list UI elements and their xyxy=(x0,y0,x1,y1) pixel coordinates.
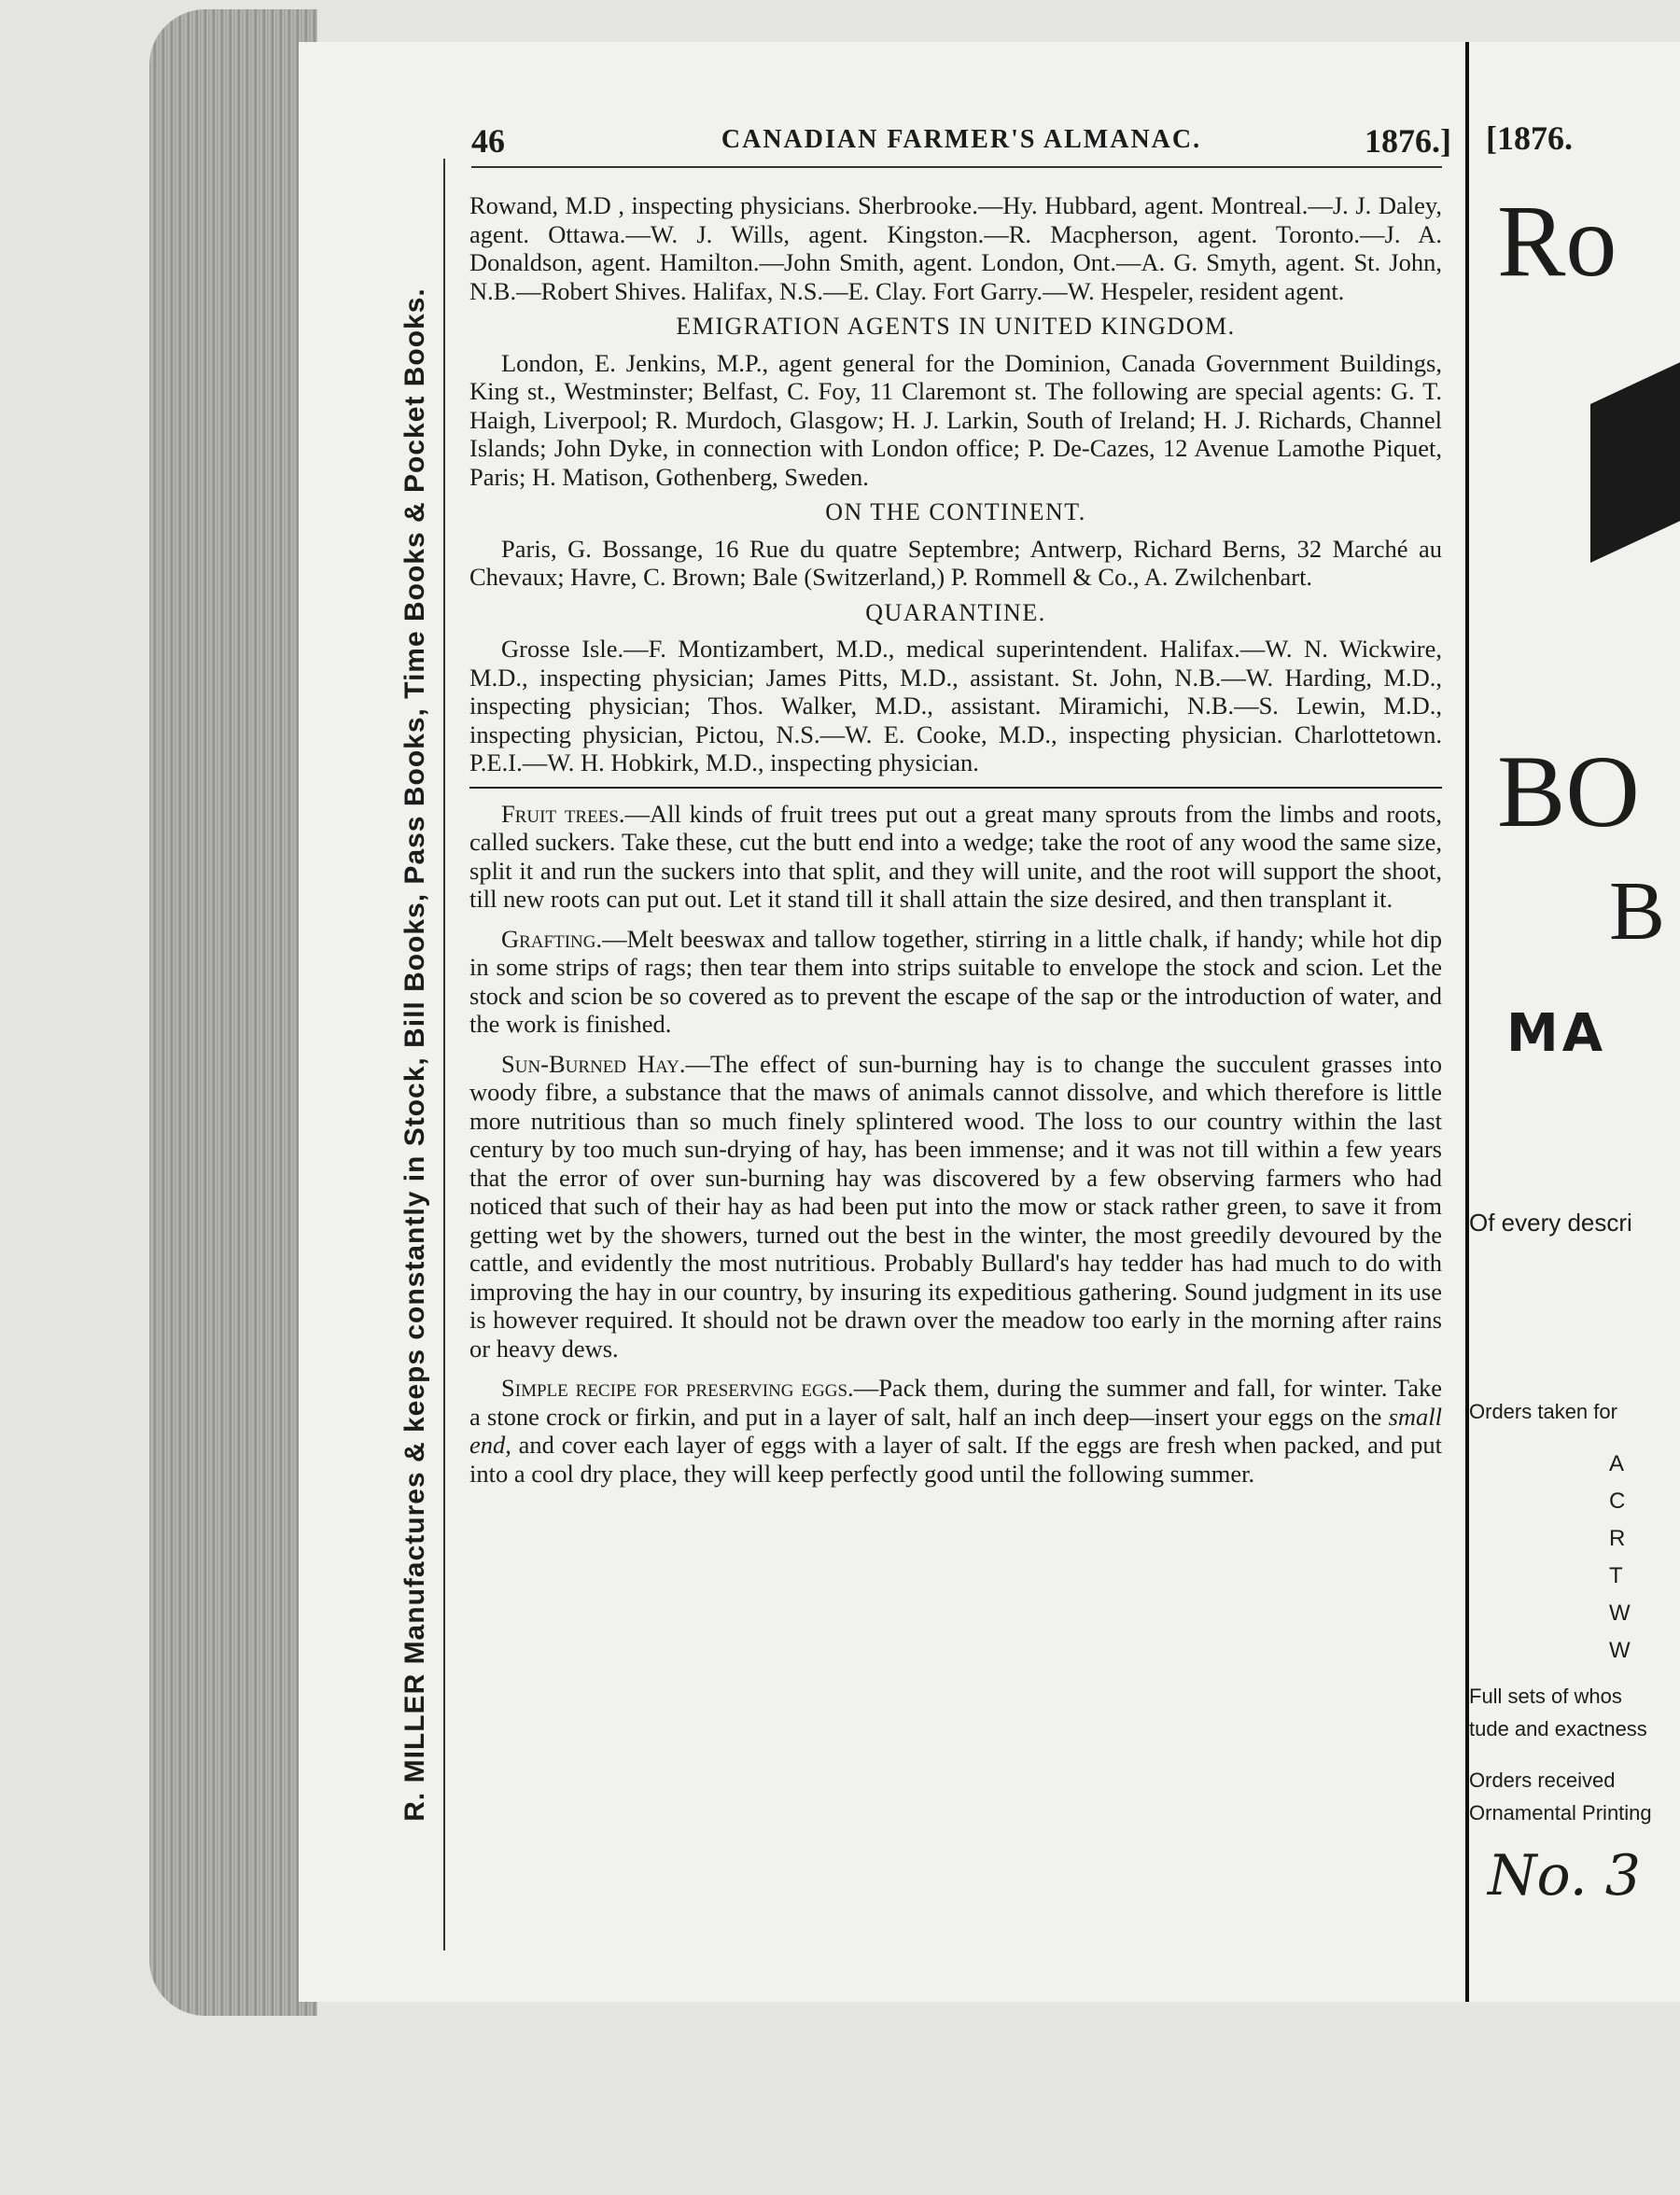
sun-burned-hay-paragraph xyxy=(469,1050,1442,1363)
body-column xyxy=(469,191,1442,1488)
sun-burned-hay-lead: Sun-Burned Hay. xyxy=(501,1049,686,1078)
right-page-heading-3: B xyxy=(1609,865,1666,958)
spine-advertisement-text: R. MILLER Manufactures & keeps constantly in Stock, Bill Books, Pass Books, Time Books & Pocket Books. xyxy=(399,287,430,1822)
page-number: 46 xyxy=(471,122,505,160)
page-title: CANADIAN FARMER'S ALMANAC. xyxy=(721,125,1202,154)
right-page-letter: T xyxy=(1609,1563,1623,1588)
continent-heading: ON THE CONTINENT. xyxy=(825,498,1086,525)
right-page-heading-1: Ro xyxy=(1497,184,1617,298)
agents-paragraph: Rowand, M.D , inspecting physicians. Sherbrooke.—Hy. Hubbard, agent. Montreal.—J. J. Daley, agent. Ottawa.—W. J. Wills, agent. Kingston.—R. Macpherson, agent. Toronto.—J. A. Donaldson, agent. Hamilton.—John Smith, agent. London, Ont.—A. G. Smyth, agent. St. John, N.B.—Robert Shives. Halifax, N.S.—E. Clay. Fort Garry.—W. Hespeler, resident agent. xyxy=(469,191,1442,305)
eggs-emphasis: small end, xyxy=(469,1402,1442,1459)
book-illustration xyxy=(1590,352,1680,563)
right-page-letter: W xyxy=(1609,1638,1631,1663)
fruit-trees-text: —All kinds of fruit trees put out a great many sprouts from the limbs and roots, called suckers. Take these, cut the butt end into a wedge; take the root of any wood the same size, split it and run the suckers into that split, and they will unite, and the root will support the shoot, till new roots can put out. Let it stand till it shall attain the size desired, and then transplant it. xyxy=(469,799,1442,913)
right-page-letter: R xyxy=(1609,1526,1626,1551)
right-page-year: [1876. xyxy=(1486,119,1573,157)
header-year: 1876.] xyxy=(1365,122,1451,160)
header-rule xyxy=(471,166,1442,168)
right-page-bold-heading: MA xyxy=(1506,1003,1607,1064)
fruit-trees-paragraph xyxy=(469,800,1442,914)
fruit-trees-lead: Fruit trees. xyxy=(501,799,625,828)
right-page-letter: C xyxy=(1609,1489,1626,1514)
eggs-lead: Simple recipe for preserving eggs. xyxy=(501,1374,854,1402)
running-head xyxy=(471,121,1451,162)
right-page-letter: A xyxy=(1609,1451,1625,1476)
emigration-heading: EMIGRATION AGENTS IN UNITED KINGDOM. xyxy=(676,313,1236,340)
book-page-edges xyxy=(149,9,317,2016)
right-page-letter: W xyxy=(1609,1601,1631,1626)
quarantine-heading: QUARANTINE. xyxy=(865,598,1046,626)
sun-burned-hay-text: —The effect of sun-burning hay is to change the succulent grasses into woody fibre, a substance that the maws of animals cannot dissolve, and which therefore is little more nutritious than so much finely splintered wood. The loss to our country within the last century by too much sun-drying of hay, has been immense; and it was not till within a few years that the error of over sun-burning hay was discovered by a few observing farmers who had noticed that such of their hay as had been put into the mow or stack rather green, to save it from getting wet by the showers, turned out the best in the winter, the most greedily devoured by the cattle, and evidently the most nutritious. Probably Bullard's hay tedder has had much to do with improving the hay in our country, by insuring its expeditious gathering. Sound judgment in its use is however required. It should not be drawn over the meadow too early in the morning after rains or heavy dews. xyxy=(469,1049,1442,1363)
section-divider xyxy=(469,787,1442,789)
quarantine-paragraph: Grosse Isle.—F. Montizambert, M.D., medical superintendent. Halifax.—W. N. Wickwire, M.D., inspecting physician; James Pitts, M.D., assistant. St. John, N.B.—W. Harding, M.D., inspecting physician; Thos. Walker, M.D., assistant. Miramichi, N.B.—S. Lewin, M.D., inspecting physician, Pictou, N.S.—W. E. Cooke, M.D., inspecting physician. Charlottetown. P.E.I.—W. H. Hobkirk, M.D., inspecting physician. xyxy=(469,635,1442,776)
grafting-lead: Grafting. xyxy=(501,924,603,953)
right-page-line-2: Orders taken for xyxy=(1469,1400,1617,1423)
continent-paragraph: Paris, G. Bossange, 16 Rue du quatre Septembre; Antwerp, Richard Berns, 32 Marché au Chevaux; Havre, C. Brown; Bale (Switzerland,) P. Rommell & Co., A. Zwilchenbart. xyxy=(469,534,1442,591)
right-page-heading-2: BO xyxy=(1497,734,1640,848)
spine-advertisement xyxy=(387,159,445,1950)
grafting-paragraph xyxy=(469,925,1442,1039)
eggs-text-b: and cover each layer of eggs with a layer of salt. If the eggs are fresh when packed, and put into a cool dry place, they will keep perfectly good until the following summer. xyxy=(469,1431,1442,1488)
eggs-paragraph xyxy=(469,1374,1442,1488)
grafting-text: —Melt beeswax and tallow together, stirring in a little chalk, if handy; while hot dip in some strips of rags; then tear them into strips suitable to envelope the stock and scion. Let the stock and scion be so covered as to prevent the escape of the sap or the introduction of water, and the work is finished. xyxy=(469,924,1442,1038)
right-page-script-number: No. 3 xyxy=(1488,1843,1641,1908)
right-page-line-1: Of every descri xyxy=(1469,1209,1632,1237)
right-page-fragment xyxy=(1465,42,1680,2002)
right-page-line-6: Ornamental Printing xyxy=(1469,1801,1652,1825)
emigration-paragraph: London, E. Jenkins, M.P., agent general for the Dominion, Canada Government Buildings, King st., Westminster; Belfast, C. Foy, 11 Claremont st. The following are special agents: G. T. Haigh, Liverpool; R. Murdoch, Glasgow; H. J. Larkin, South of Ireland; H. J. Richards, Channel Islands; John Dyke, in connection with London office; P. De-Cazes, 12 Avenue Lamothe Piquet, Paris; H. Matison, Gothenberg, Sweden. xyxy=(469,348,1442,491)
eggs-text-a: —Pack them, during the summer and fall, for winter. Take a stone crock or firkin, and put in a layer of salt, half an inch deep—insert your eggs on the xyxy=(469,1374,1442,1431)
right-page-line-5: Orders received xyxy=(1469,1769,1616,1792)
right-page-line-4: tude and exactness xyxy=(1469,1717,1647,1741)
right-page-line-3: Full sets of whos xyxy=(1469,1685,1622,1708)
